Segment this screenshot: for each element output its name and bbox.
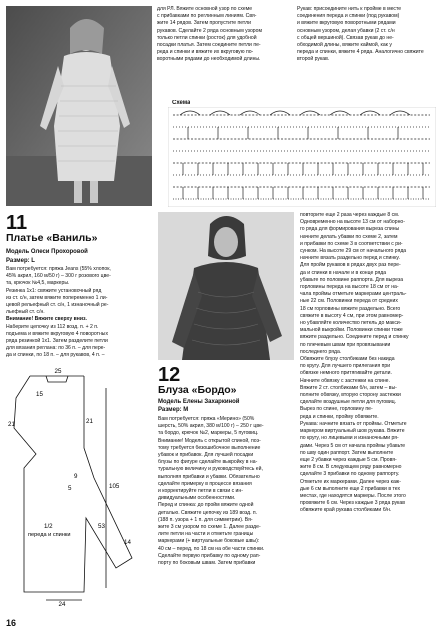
text-line: деталью. Свяжите цепочку из 189 возд. п. <box>158 509 258 516</box>
text-line: Резинка 1х1: свяжите установочный ряд <box>6 287 102 294</box>
text-line: Сделайте первую прибавку по одному рап- <box>158 552 261 559</box>
text-line: по шву один раппорт. Затем выполните <box>300 449 394 456</box>
schema-label-sleeve-len: 14 <box>124 539 131 546</box>
text-line: обвяжите край рукава столбиками б/н. <box>300 507 392 514</box>
text-line: мальной выкройки. Половинки спинки тоже <box>300 327 403 334</box>
model12-col3-body <box>300 212 440 515</box>
model12-size: Размер: М <box>158 407 189 413</box>
text-line: полните обвязку, вторую сторону застежки <box>300 392 401 399</box>
text-line: Рукав: присоедините нить к пройме в месте <box>297 6 402 12</box>
model12-author: Модель Елены Захаркиной <box>158 399 240 405</box>
text-line: блузы по фигуре сделайте выкройку в на- <box>158 459 258 466</box>
text-line: Наберите цепочку из 112 возд. п. + 2 п. <box>6 323 99 330</box>
text-line: выполняя прибавки и убавки. Обязательно <box>158 473 260 480</box>
model11-schema-art <box>6 368 152 608</box>
text-line: из ст. с/н, затем вяжите попеременно 1 ли- <box>6 294 108 301</box>
text-line: та, крючок №4,5, маркеры. <box>6 280 70 287</box>
schema-label-raglan-left: 21 <box>8 421 15 428</box>
text-line: маркерами (+ виртуальные боковые швы): <box>158 538 260 545</box>
col2-top-text <box>157 6 287 64</box>
text-line: туральную величину и руководствуйтесь ей, <box>158 466 263 473</box>
model12-photo <box>158 212 294 360</box>
text-line: та бордо, крючок №2, маркеры, 5 пуговиц. <box>158 430 259 437</box>
text-line: порту по боковым швам. Затем прибавки <box>158 560 256 567</box>
text-line: реда и спинки, пройму обвяжите. <box>300 413 379 420</box>
model11-photo-art <box>6 6 152 206</box>
text-line: подъема и вяжите вкруговую 4 поворотных <box>6 330 108 337</box>
text-line: начните вязать раздельно перед и спинку. <box>300 255 400 262</box>
text-line: сделайте воздушные петли для пуговиц. <box>300 399 397 406</box>
text-line: по кругу, но лицевыми и изнаночными ря- <box>300 435 399 442</box>
text-line: горловины переда на высоте 18 см от на- <box>300 284 399 291</box>
model11-number: 11 <box>6 212 28 234</box>
col3-top-text <box>297 6 439 64</box>
model11-photo <box>6 6 152 206</box>
model12-number: 12 <box>158 364 181 386</box>
text-line: Перед и спинка: до пройм вяжите одной <box>158 502 254 509</box>
text-line: второй рукав. <box>297 56 330 63</box>
schema-label-sleeve-e: 5 <box>68 485 72 492</box>
text-line: для РЛ. Вяжите основной узор по схеме <box>157 6 253 12</box>
text-line: только петли спинки (росток) для удобной <box>157 34 257 41</box>
text-line: 45% акрил, 160 м/50 г) – 300 г розового цве- <box>6 273 111 280</box>
text-line: Вырез по спине, горловину пе- <box>300 406 373 413</box>
crochet-schema <box>168 107 436 207</box>
text-line: основным узором, делая убавки (2 ст. с/н <box>297 27 395 34</box>
model11-title: Платье «Ваниль» <box>6 232 98 244</box>
model11-size: Размер: L <box>6 258 35 264</box>
text-line: начните делать убавки по схеме 2, затем <box>300 233 398 240</box>
schema-label-neck-left: 15 <box>36 391 43 398</box>
text-line: Для пройм рукавов в рядах двух раз пере- <box>300 262 401 269</box>
schema-label-side: 53 <box>98 523 105 530</box>
text-line: убавок и прибавок. Для лучшей посадки <box>158 452 254 459</box>
text-line: ные 22 см. Половинки переда от средних <box>300 298 398 305</box>
text-line: лите петли на части и отметьте границы <box>158 531 254 538</box>
schema-label-front-back: переда и спинки <box>28 532 71 538</box>
text-line: сунком. На высоте 29 см от начального ряда <box>300 248 407 255</box>
text-line: сделайте 3 прибавки по одному раппорту. <box>300 471 400 478</box>
text-line: дивидуальными особенностями. <box>158 495 236 502</box>
text-line: но убавляйте количество петель до макси- <box>300 320 402 327</box>
text-line: и вяжите вкруговую поворотными рядами <box>297 20 396 27</box>
text-line: льефный ст. с/н. <box>6 309 45 316</box>
text-line: Отметьте их маркерами. Далее через каж- <box>300 478 401 485</box>
text-line: дые 6 см выполните еще 2 прибавки в тех <box>300 485 400 492</box>
text-line: с прибавками по реглинным линиям. Свя- <box>157 13 257 20</box>
text-line: да и спинки, по 18 п. – для рукавов, 4 п. – <box>6 352 105 359</box>
text-line: жите 3 см узором по схеме 1. Далее разде- <box>158 524 261 531</box>
text-line: ряда резинкой 1х1. Затем разделите петли <box>6 338 108 345</box>
page-number: 16 <box>6 618 17 628</box>
text-line: обходимой длины, вяжите каймой, как у <box>297 42 392 49</box>
text-line: жите 8 см. В следующем ряду равномерно <box>300 464 402 471</box>
text-line: шерсть, 50% акрил, 380 м/100 г) – 250 г цве- <box>158 423 264 430</box>
text-line: Внимание! Вяжите сверху вниз. <box>6 316 87 323</box>
schema-label-half: 1/2 <box>44 523 53 530</box>
model11-schema <box>6 368 152 608</box>
text-line: еще 2 убавки через каждые 5 см. Провя- <box>300 456 397 463</box>
text-line: (188 п. узора + 1 п. для симметрии). Вя- <box>158 516 253 523</box>
model11-body <box>6 266 152 360</box>
text-line: последнего ряда. <box>300 348 342 355</box>
text-line: Внимание! Модель с открытой спиной, поэ- <box>158 437 261 444</box>
schema-label-raglan-right: 21 <box>86 418 93 425</box>
model12-col2-body <box>158 416 294 567</box>
text-line: и прибавки по схеме 3 в соответствии с ри- <box>300 240 403 247</box>
text-line: 18 см горловины вяжите раздельно. Всего <box>300 305 401 312</box>
schema-label-length: 105 <box>109 483 120 490</box>
text-line: свяжите в высоту 4 см, при этом равномер- <box>300 312 404 319</box>
text-line: рукавов. Сделайте 2 ряда основным узором <box>157 27 262 34</box>
text-line: Начните обвязку с застежки на спине. <box>300 377 390 384</box>
text-line: воротными рядами до необходимой длины. <box>157 56 261 63</box>
text-line: тому требуется безошибочное выполнение <box>158 444 261 451</box>
text-line: провяжите 6 см. Через каждые 3 ряда рукав <box>300 500 405 507</box>
text-line: обвязке немного притягивайте детали. <box>300 370 392 377</box>
text-line: повторите еще 2 раза через каждые 8 см. <box>300 212 400 218</box>
text-line: го ряда для формирования выреза спины <box>300 226 400 233</box>
text-line: по плечевым швам при провязывании <box>300 341 391 348</box>
text-line: Рукава: начните вязать от проймы. Отметьте <box>300 420 407 427</box>
text-line: по кругу. Для лучшего прилегания при <box>300 363 391 370</box>
text-line: соединения переда и спинки (под рукавом) <box>297 13 400 20</box>
text-line: Вяжите 2 ст. столбиками б/н, затем – вы- <box>300 384 397 391</box>
model12-photo-art <box>158 212 294 360</box>
text-line: чала проймы отметьте маркерами централь- <box>300 291 407 298</box>
text-line: сделайте примерку в процессе вязания <box>158 480 252 487</box>
text-line: для вязания реглана: по 36 п. – для пере- <box>6 345 106 352</box>
schema-label-sleeve-d: 9 <box>74 473 78 480</box>
text-line: с общей вершиной). Связав рукав до не- <box>297 34 394 41</box>
text-line: убавьте по половине раппорта. Для выреза <box>300 276 404 283</box>
text-line: Вам потребуется: пряжа Jeans (55% хлопок, <box>6 266 111 272</box>
crochet-schema-art <box>168 107 436 207</box>
schema-title: Схема <box>172 100 191 106</box>
text-line: жите 14 рядов. Затем пропустите петли <box>157 20 251 27</box>
model11-author: Модель Олеси Прохоровой <box>6 249 88 255</box>
text-line: дами. Через 5 см от начала проймы убавьте <box>300 442 406 449</box>
text-line: местах, где находятся маркеры. После этого <box>300 492 406 499</box>
text-line: Обвяжите блузу столбиками без накида <box>300 356 395 363</box>
model12-title: Блуза «Бордо» <box>158 384 237 396</box>
text-line: переда и спинки, вяжите 4 ряда. Аналогично свяжите <box>297 49 424 56</box>
text-line: посадки платья. Затем соедините петли пе- <box>157 42 261 49</box>
text-line: и корректируйте петли в связи с ин- <box>158 488 243 495</box>
text-line: да и спинки в начале и в конце ряда <box>300 269 387 276</box>
text-line: Вам потребуется: пряжа «Мерино» (50% <box>158 416 255 422</box>
text-line: маркером виртуальный шов рукава. Вяжите <box>300 428 405 435</box>
text-line: 40 см – перед, по 18 см на обе части спинки. <box>158 545 265 552</box>
text-line: вяжите раздельно. Соедините перед и спинку <box>300 334 409 341</box>
schema-label-top: 25 <box>54 368 62 375</box>
text-line: реда и спинки и вяжите их вкруговую по- <box>157 49 254 56</box>
text-line: цевой рельефный ст. с/н, 1 изнаночный ре- <box>6 302 109 309</box>
text-line: Одновременно на высоте 13 см от наборно- <box>300 219 405 226</box>
schema-label-bottom: 24 <box>58 601 66 608</box>
